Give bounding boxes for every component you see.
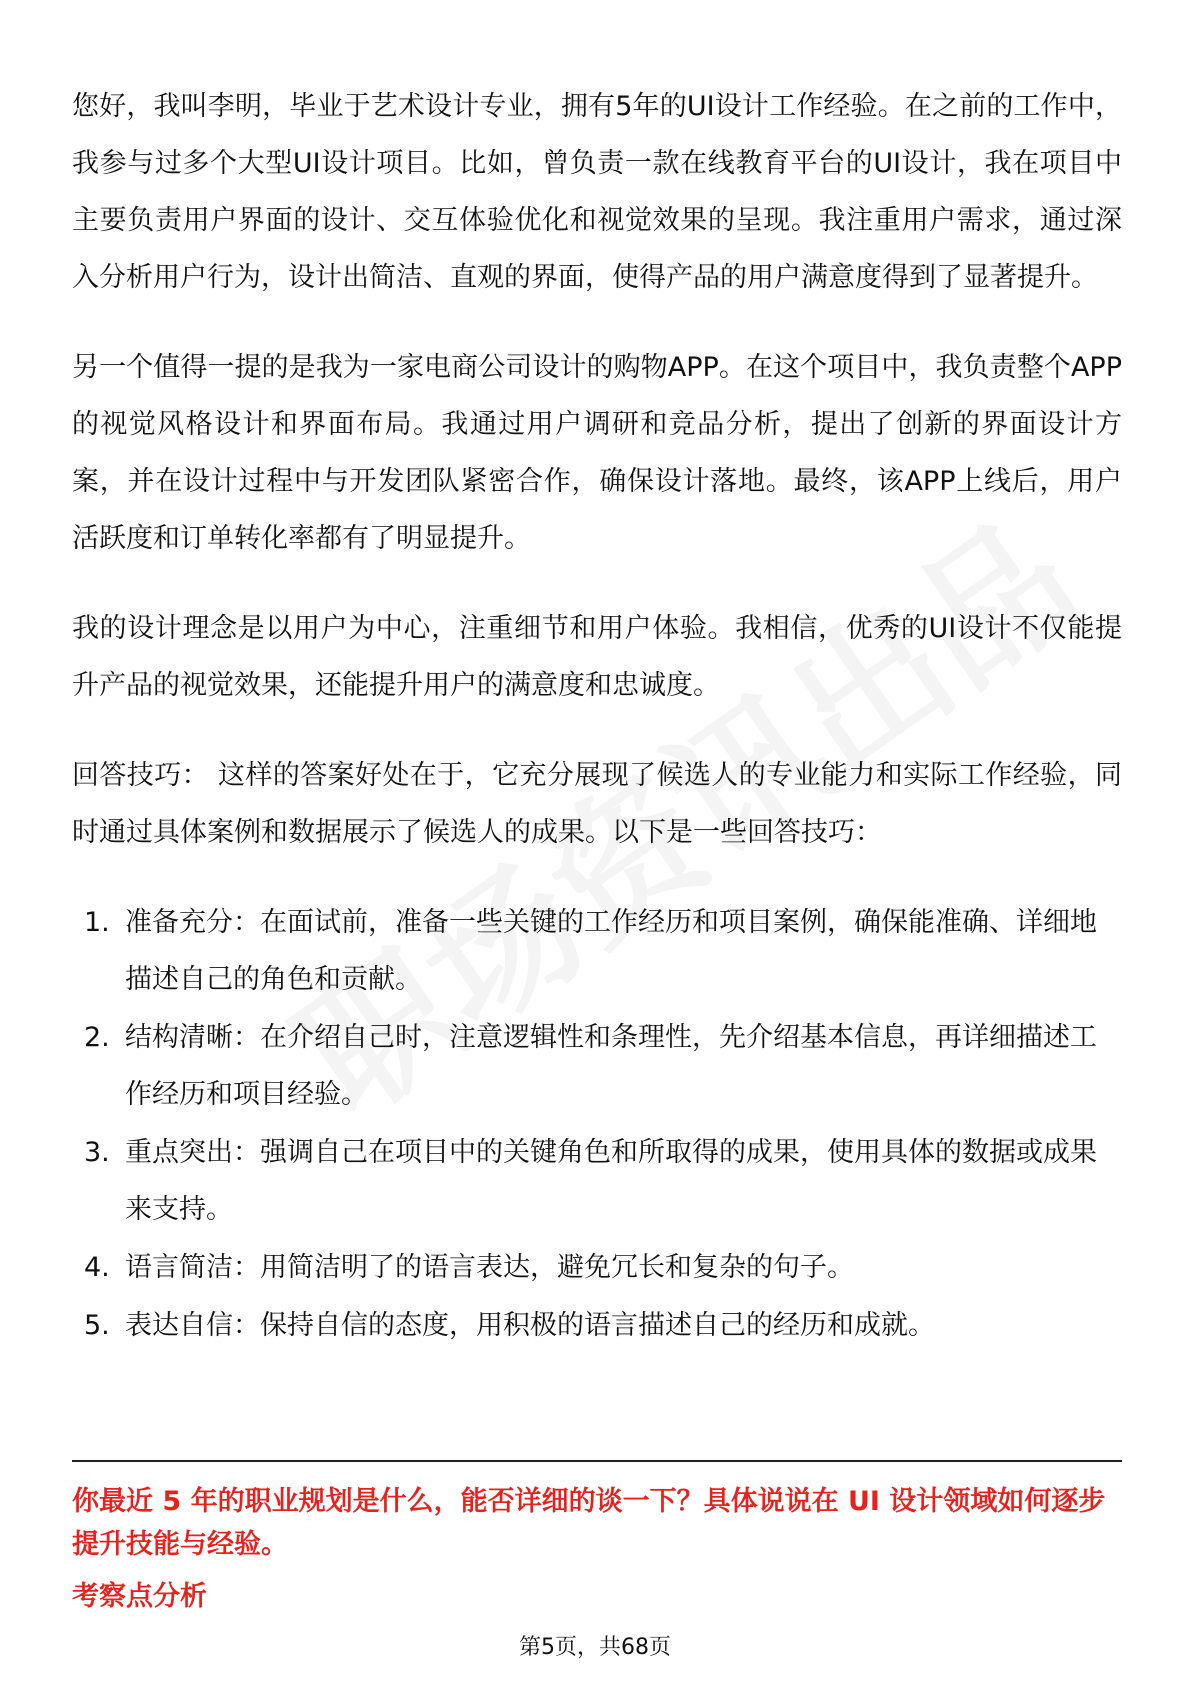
analysis-heading: 考察点分析 [72, 1581, 207, 1612]
section-divider [72, 1460, 1122, 1462]
list-item [72, 894, 1122, 1008]
list-item-text: 重点突出：强调自己在项目中的关键角色和所取得的成果，使用具体的数据或成果来支持。 [125, 1137, 1097, 1225]
answer-paragraph-project: 另一个值得一提的是我为一家电商公司设计的购物APP。在这个项目中，我负责整个APP的视觉风格设计和界面布局。我通过用户调研和竞品分析，提出了创新的界面设计方案，并在设计过程中与开发团队紧密合作，确保设计落地。最终，该APP上线后，用户活跃度和订单转化率都有了明显提升。 [72, 352, 1122, 554]
answer-paragraph-philosophy: 我的设计理念是以用户为中心，注重细节和用户体验。我相信，优秀的UI设计不仅能提升产品的视觉效果，还能提升用户的满意度和忠诚度。 [72, 613, 1122, 701]
list-item-number: 4. [84, 1252, 110, 1283]
list-item-number: 3. [84, 1137, 110, 1168]
tips-list [72, 894, 1122, 1354]
answer-paragraph-intro: 您好，我叫李明，毕业于艺术设计专业，拥有5年的UI设计工作经验。在之前的工作中，我参与过多个大型UI设计项目。比如，曾负责一款在线教育平台的UI设计，我在项目中主要负责用户界面的设计、交互体验优化和视觉效果的呈现。我注重用户需求，通过深入分析用户行为，设计出简洁、直观的界面，使得产品的用户满意度得到了显著提升。 [72, 91, 1122, 293]
list-item [72, 1009, 1122, 1123]
list-item-text: 表达自信：保持自信的态度，用积极的语言描述自己的经历和成就。 [125, 1310, 935, 1341]
answer-tips-intro: 回答技巧： 这样的答案好处在于，它充分展现了候选人的专业能力和实际工作经验，同时通过具体案例和数据展示了候选人的成果。以下是一些回答技巧： [72, 760, 1122, 848]
list-item [72, 1239, 1122, 1296]
list-item [72, 1297, 1122, 1354]
list-item-number: 5. [84, 1310, 110, 1341]
list-item-text: 准备充分：在面试前，准备一些关键的工作经历和项目案例，确保能准确、详细地描述自己的角色和贡献。 [125, 907, 1097, 995]
list-item-number: 1. [84, 907, 110, 938]
list-item-text: 语言简洁：用简洁明了的语言表达，避免冗长和复杂的句子。 [125, 1252, 854, 1283]
list-item-number: 2. [84, 1022, 110, 1053]
list-item [72, 1124, 1122, 1238]
list-item-text: 结构清晰：在介绍自己时，注意逻辑性和条理性，先介绍基本信息，再详细描述工作经历和项目经验。 [125, 1022, 1097, 1110]
page-number: 第5页，共68页 [519, 1635, 671, 1660]
interview-question: 你最近 5 年的职业规划是什么，能否详细的谈一下？具体说说在 UI 设计领域如何逐步提升技能与经验。 [72, 1486, 1106, 1560]
document-body [72, 78, 1122, 1355]
